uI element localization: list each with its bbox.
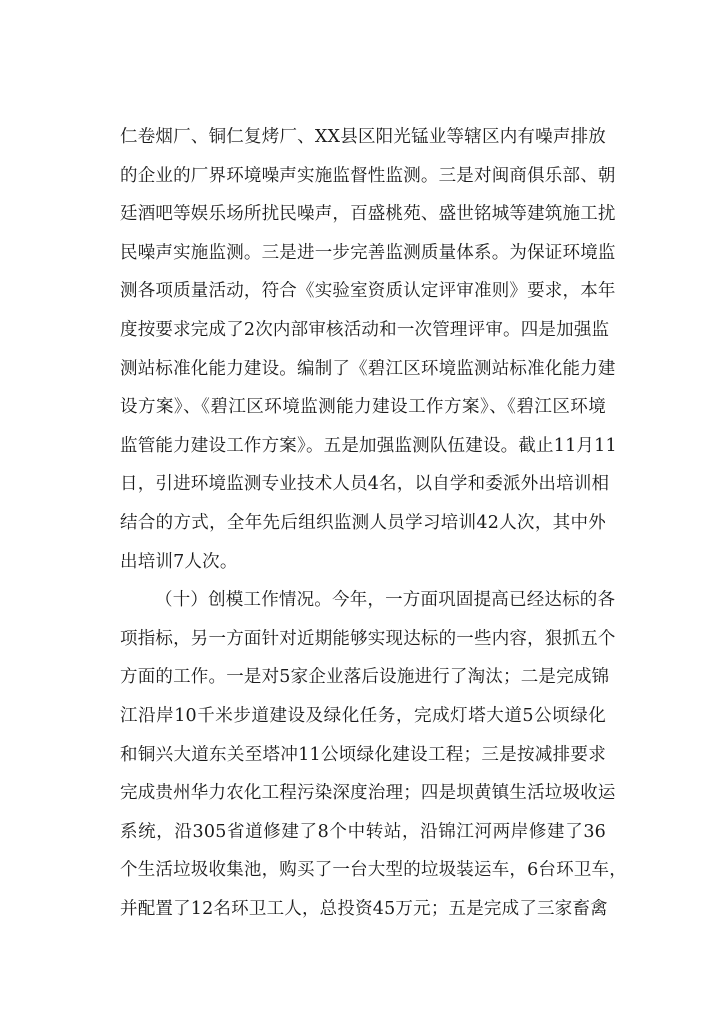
text-line: 监管能力建设工作方案》。五是加强监测队伍建设。截止11月11 (120, 435, 617, 456)
text-line: 和铜兴大道东关至塔冲11公顷绿化建设工程；三是按减排要求 (120, 744, 606, 765)
paragraph-start-line: （十）创模工作情况。今年，一方面巩固提高已经达标的各 (155, 590, 616, 611)
text-line: 方面的工作。一是对5家企业落后设施进行了淘汰；二是完成锦 (120, 667, 610, 688)
text-line: 项指标，另一方面针对近期能够实现达标的一些内容，狠抓五个 (120, 628, 616, 649)
text-line: 设方案》、《碧江区环境监测能力建设工作方案》、《碧江区环境 (120, 397, 606, 418)
text-line: 仁卷烟厂、铜仁复烤厂、XX县区阳光锰业等辖区内有噪声排放 (120, 127, 606, 147)
text-line: 出培训7人次。 (120, 551, 238, 572)
text-line: 测各项质量活动，符合《实验室资质认定评审准则》要求，本年 (120, 281, 616, 302)
text-line: 结合的方式，全年先后组织监测人员学习培训42人次，其中外 (120, 512, 606, 533)
text-line: 民噪声实施监测。三是进一步完善监测质量体系。为保证环境监 (120, 242, 616, 263)
text-line: 个生活垃圾收集池，购买了一台大型的垃圾装运车，6台环卫车， (120, 860, 627, 881)
text-line: 江沿岸10千米步道建设及绿化任务，完成灯塔大道5公顷绿化 (120, 705, 606, 726)
text-line: 度按要求完成了2次内部审核活动和一次管理评审。四是加强监 (120, 319, 610, 340)
text-line: 完成贵州华力农化工程污染深度治理；四是坝黄镇生活垃圾收运 (120, 783, 616, 804)
body-text (120, 118, 627, 928)
text-line: 的企业的厂界环境噪声实施监督性监测。三是对闽商俱乐部、朝 (120, 165, 616, 186)
text-line: 系统，沿305省道修建了8个中转站，沿锦江河两岸修建了36 (120, 821, 606, 842)
text-line: 廷酒吧等娱乐场所扰民噪声，百盛桃苑、盛世铭城等建筑施工扰 (120, 204, 616, 225)
text-line: 并配置了12名环卫工人，总投资45万元；五是完成了三家畜禽 (120, 898, 608, 919)
text-line: 测站标准化能力建设。编制了《碧江区环境监测站标准化能力建 (120, 358, 616, 379)
text-line: 日，引进环境监测专业技术人员4名，以自学和委派外出培训相 (120, 474, 610, 495)
